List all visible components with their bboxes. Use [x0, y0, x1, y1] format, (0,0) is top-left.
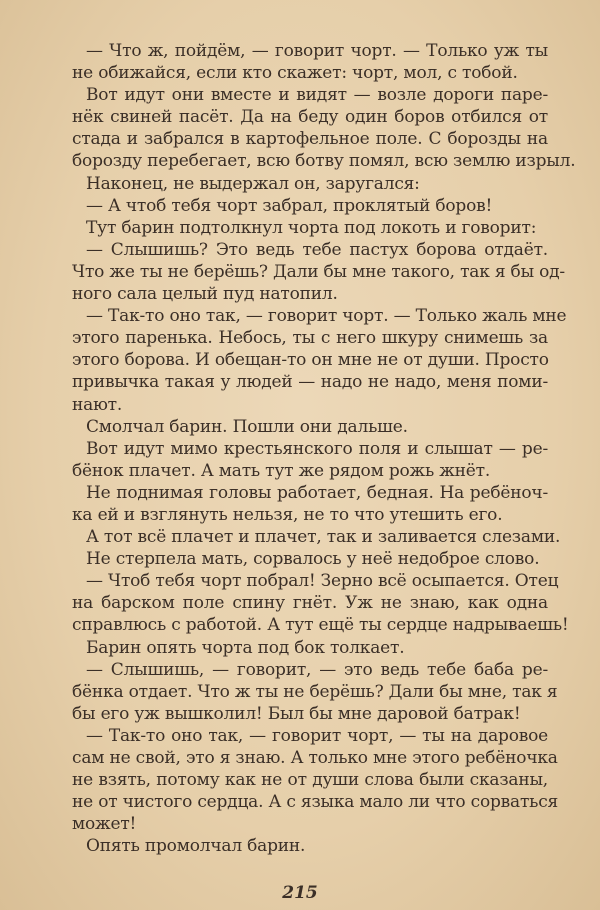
text-line: Опять промолчал барин.	[86, 836, 306, 857]
text-line: ка ей и взглянуть нельзя, не то что утешить его.	[72, 504, 503, 525]
text-line: стада и забрался в картофельное поле. С борозды на	[72, 129, 548, 150]
text-line: бы его уж вышколил! Был бы мне даровой батрак!	[72, 703, 521, 724]
text-line: — А чтоб тебя чорт забрал, проклятый боров!	[86, 195, 493, 216]
text-line: может!	[72, 814, 137, 835]
text-line: А тот всё плачет и плачет, так и заливается слезами.	[86, 527, 561, 548]
text-line: ного сала целый пуд натопил.	[72, 284, 338, 305]
text-line: борозду перебегает, всю ботву помял, всю землю изрыл.	[72, 151, 576, 172]
text-line: не от чистого сердца. А с языка мало ли что сорваться	[72, 792, 559, 813]
text-line: бёнка отдает. Что ж ты не берёшь? Дали бы мне, так я	[72, 681, 558, 702]
text-line: этого паренька. Небось, ты с него шкуру снимешь за	[72, 328, 548, 349]
text-line: — Слышишь? Это ведь тебе пастух борова отдаёт.	[86, 239, 548, 260]
text-line: Что же ты не берёшь? Дали бы мне такого, так я бы од-	[72, 261, 565, 282]
text-line: справлюсь с работой. А тут ещё ты сердце надрываешь!	[72, 615, 569, 636]
text-line: сам не свой, это я знаю. А только мне этого ребёночка	[72, 748, 558, 768]
text-line: этого борова. И обещан-то он мне не от души. Просто	[72, 350, 549, 371]
text-line: — Так-то оно так, — говорит чорт, — ты на даровое	[86, 725, 548, 746]
text-line: — Слышишь, — говорит, — это ведь тебе баба ре-	[86, 659, 548, 680]
text-line: привычка такая у людей — надо не надо, меня поми-	[72, 372, 548, 393]
text-line: не взять, потому как не от души слова были сказаны,	[72, 770, 548, 791]
text-line: Наконец, не выдержал он, заругался:	[86, 173, 420, 194]
text-line: Вот идут мимо крестьянского поля и слышат — ре-	[86, 438, 548, 459]
text-line: — Что ж, пойдём, — говорит чорт. — Только уж ты	[86, 41, 548, 61]
text-line: Тут барин подтолкнул чорта под локоть и говорит:	[86, 217, 537, 238]
text-line: нёк свиней пасёт. Да на беду один боров отбился от	[72, 107, 548, 128]
text-line: — Так-то оно так, — говорит чорт. — Только жаль мне	[86, 306, 567, 327]
text-line: Не стерпела мать, сорвалось у неё недоброе слово.	[86, 549, 540, 570]
text-line: на барском поле спину гнёт. Уж не знаю, как одна	[72, 593, 548, 614]
text-line: Смолчал барин. Пошли они дальше.	[86, 416, 408, 437]
text-line: бёнок плачет. А мать тут же рядом рожь жнёт.	[72, 460, 491, 481]
text-line: Вот идут они вместе и видят — возле дороги паре-	[86, 85, 548, 106]
text-line: нают.	[72, 394, 123, 415]
text-line: не обижайся, если кто скажет: чорт, мол, с тобой.	[72, 63, 518, 84]
text-line: Барин опять чорта под бок толкает.	[86, 637, 405, 658]
text-line: Не поднимая головы работает, бедная. На ребёноч-	[86, 482, 548, 503]
text-line: — Чтоб тебя чорт побрал! Зерно всё осыпается. Отец	[86, 571, 559, 592]
page-body-text	[72, 40, 576, 857]
page-number: 215	[282, 883, 318, 903]
